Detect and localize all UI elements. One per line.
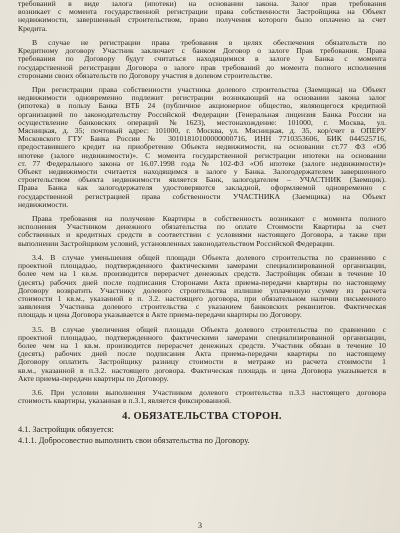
- text-line: предоставившего кредит на приобретение Объекта недвижимости, на основании ст.77 ФЗ «Об: [18, 143, 386, 152]
- text-line: 3.6. При условии выполнения Участником долевого строительства п.3.3 настоящего договора: [32, 389, 386, 398]
- text-line: осуществление банковских операций №1623), местонахождение: 101000, г. Москва, ул.: [18, 118, 386, 127]
- text-line: стоимость квартиры, указанная в п.3.1, является фиксированной.: [18, 397, 232, 406]
- text-line: более чем на 1 кв.м. производится перерасчет денежных средств. Застройщик обязан в течение 10: [18, 270, 386, 279]
- text-line: ипотеке (залоге недвижимости)». С момента государственной регистрации ипотеки на основании: [18, 151, 386, 160]
- text-line: Кредита.: [18, 24, 48, 33]
- text-line: исполнения Участником денежного обязательства по оплате Стоимости Квартиры за счет: [18, 223, 386, 232]
- text-line: требований в виде залога (ипотеки) на основании закона. Залог прав требования: [18, 0, 386, 8]
- text-line: Московского ГТУ Банка России № 30101810100000000716, ИНН 7710353606, БИК 044525716,: [18, 135, 386, 144]
- page-number: 3: [198, 521, 202, 530]
- text-line: выполнении Застройщиком условий, установленных законодательством Российской Федерации.: [18, 239, 335, 248]
- text-line: сторонами своих обязательств по Договору участия в долевом строительстве.: [18, 71, 273, 80]
- text-line: строительством объекта недвижимости является Банк, залогодателем – УЧАСТНИК (Заемщик).: [18, 176, 386, 185]
- document-body: [18, 0, 386, 446]
- text-line: требования по Договору будут считаться находящимися в залоге у Банка с момента: [18, 55, 386, 64]
- text-line: кв.м., указанной в п.3.2. настоящего договора. Фактическая площадь и цена Договора указывается в: [18, 366, 386, 375]
- text-line: недвижимости одновременно подлежит регистрации возникающий на основании закона залог: [18, 94, 386, 103]
- clause-line: 4.1. Застройщик обязуется:: [18, 424, 114, 434]
- text-line: Договору возвратить Участнику долевого строительства излишне уплаченную сумму из расчета: [18, 286, 386, 295]
- text-line: проектной площадью, подтвержденного фактическими замерами специализированной организации,: [18, 333, 386, 342]
- text-line: Права Банка как залогодержателя удостоверяются закладной, оформляемой одновременно с: [18, 184, 386, 193]
- text-line: недвижимости.: [18, 200, 69, 209]
- text-line: проектной площадью, подтвержденного фактическими замерами специализированной организации,: [18, 262, 386, 271]
- text-line: Объект недвижимости считается находящимся в залоге у Банка. Залогодержателем завершенного: [18, 167, 386, 176]
- clause-line: 4.1.1. Добросовестно выполнить свои обязательства по Договору.: [18, 435, 250, 445]
- text-line: При регистрации права собственности участника долевого строительства (Заемщика) на Объект: [32, 86, 386, 95]
- text-line: площадь и цена Договора указывается в Акте приема-передачи квартиры по Договору.: [18, 311, 302, 320]
- text-line: возникает с момента государственной регистрации права собственности Застройщика на Объект: [18, 8, 386, 17]
- text-line: Права требования на получение Квартиры в собственность возникают с момента полного: [32, 215, 386, 224]
- section-heading: 4. ОБЯЗАТЕЛЬСТВА СТОРОН.: [122, 410, 282, 422]
- text-line: В случае не регистрации права требования в целях обеспечения обязательств по: [32, 38, 386, 47]
- text-line: более чем на 1 кв.м. производится перерасчет денежных средств. Участник обязан в течение 10: [18, 342, 386, 351]
- text-line: недвижимости, завершенный строительством, право получения которого было оплачено за счет: [18, 16, 386, 25]
- text-line: государственной регистрацией права собственности УЧАСТНИКА (Заемщика) на Объект: [18, 192, 386, 201]
- text-line: Мясницкая, д. 35; почтовый адрес: 101000, г. Москва, ул. Мясницкая, д. 35, кор/счет в ОПЕРУ: [18, 127, 386, 135]
- text-line: государственной регистрации Договора о залоге прав требований до момента полного исполнения: [18, 63, 386, 72]
- text-line: (десять) рабочих дней после подписания Акта приема-передачи квартиры по настоящему: [18, 350, 386, 359]
- text-line: 3.4. В случае уменьшения общей площади Объекта долевого строительства по сравнению с: [32, 254, 386, 262]
- text-line: (десять) рабочих дней после подписания Сторонами Акта приема-передачи квартиры по настоящему: [18, 278, 386, 287]
- text-line: (ипотека) в пользу Банка ВТБ 24 (публичное акционерное общество, являющегося кредитной: [18, 102, 386, 111]
- text-line: 3.5. В случае увеличения общей площади Объекта долевого строительства по сравнению с: [32, 325, 386, 334]
- text-line: заявления Участника долевого строительства с указанием банковских реквизитов. Фактическая: [18, 303, 386, 312]
- text-line: стоимости 1 кв.м., указанной в п. 3.2. настоящего договора, при обязательном наличии письменного: [18, 294, 386, 303]
- text-line: Договору оплатить Застройщику разницу стоимости в метраже из расчета стоимости 1: [18, 358, 386, 367]
- text-line: организацией по законодательству Российской Федерации (Генеральная лицензия Банка России на: [18, 110, 386, 119]
- text-line: Кредитному договору Участник заключает с банком Договор о залоге Прав требования. Права: [18, 47, 386, 56]
- text-line: Акте приема-передачи квартиры по Договору.: [18, 374, 169, 383]
- text-line: собственных и кредитных средств в соответствии с условиями настоящего Договора, а также при: [18, 231, 386, 240]
- text-line: ст. 77 Федерального закона от 16.07.1998 года № 102-ФЗ «Об ипотеке (залоге недвижимости)»: [18, 159, 386, 168]
